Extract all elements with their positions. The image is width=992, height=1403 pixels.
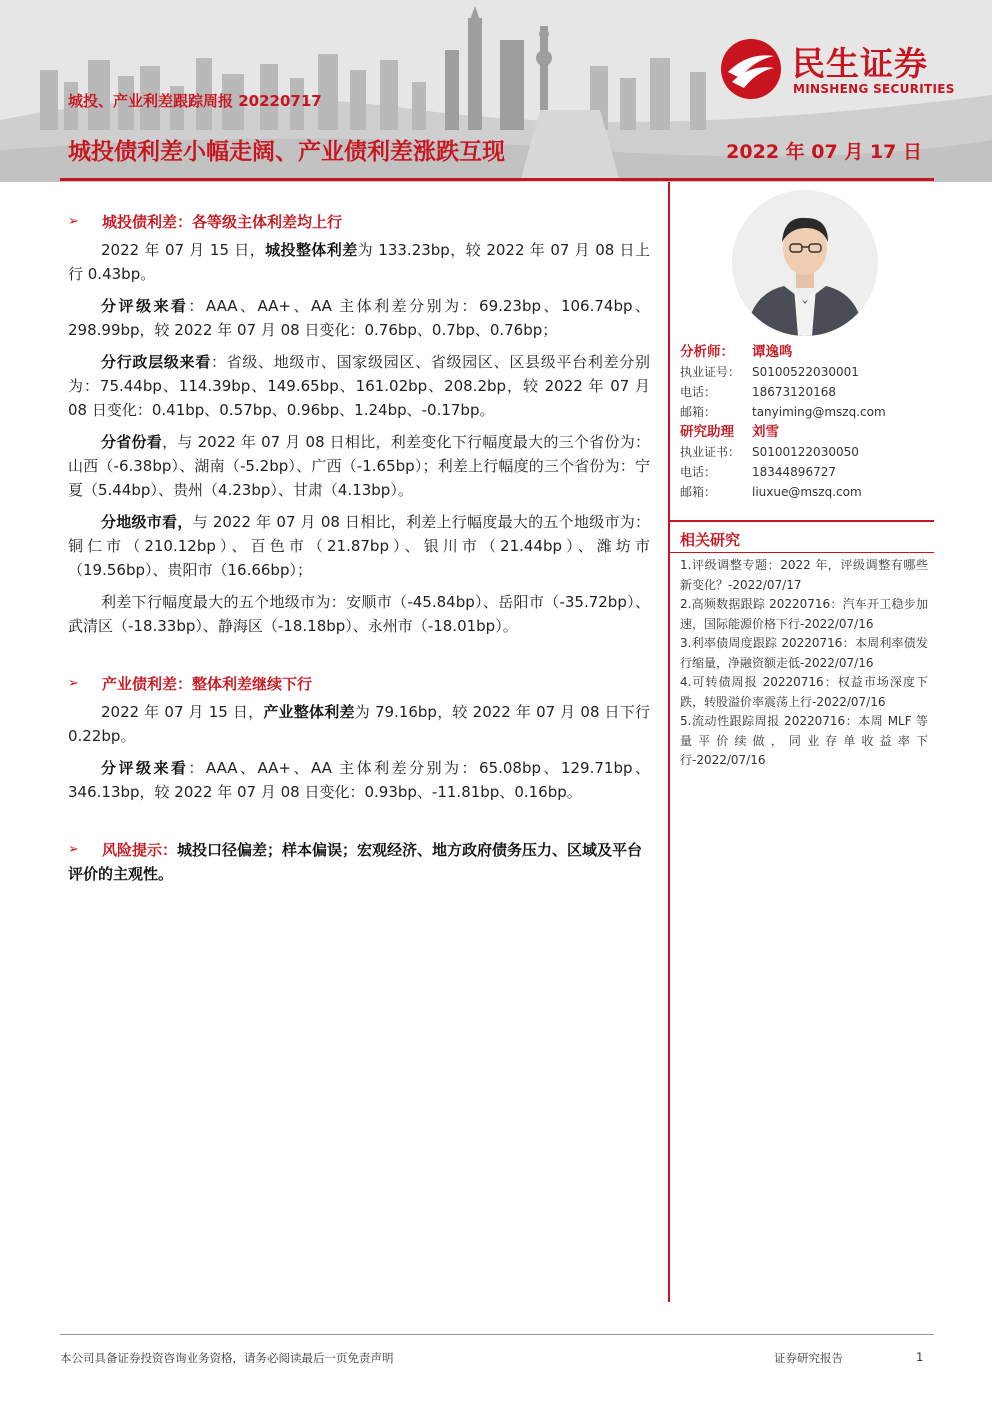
footer-disclaimer: 本公司具备证券投资咨询业务资格，请务必阅读最后一页免责声明: [60, 1351, 394, 1365]
risk-text: 城投口径偏差；样本偏误；宏观经济、地方政府债务压力、区域及平台评价的主观性。: [68, 841, 643, 883]
section-heading-chengtou: ➢ 城投债利差：各等级主体利差均上行: [68, 210, 650, 234]
related-research-item[interactable]: 5.流动性跟踪周报 20220716：本周 MLF 等量平价续做，同业存单收益率下行-2022/07/16: [680, 714, 928, 767]
paragraph: 分评级来看：AAA、AA+、AA 主体利差分别为：65.08bp、129.71bp、346.13bp，较 2022 年 07 月 08 日变化：0.93bp、-11.81bp、0.16bp。: [68, 759, 650, 801]
related-research-item[interactable]: 3.利率债周度跟踪 20220716：本周利率债发行缩量，净融资额走低-2022/07/16: [680, 636, 928, 670]
avatar-photo-icon: [732, 190, 878, 336]
footer-report-type: 证券研究报告: [774, 1351, 843, 1365]
section-heading-chanye: ➢ 产业债利差：整体利差继续下行: [68, 672, 650, 696]
related-research-title: 相关研究: [680, 531, 741, 549]
analyst-2-email[interactable]: 邮箱： liuxue@mszq.com: [680, 485, 862, 499]
analyst-1-license: 执业证号： S0100522030001: [680, 365, 859, 379]
analyst-1-title: 分析师： 谭逸鸣: [680, 344, 793, 360]
main-content: [68, 210, 650, 886]
logo-mark-icon: [720, 38, 782, 100]
analyst-1-email[interactable]: 邮箱： tanyiming@mszq.com: [680, 405, 886, 419]
header-divider: [60, 178, 934, 181]
related-research-item[interactable]: 1.评级调整专题：2022 年，评级调整有哪些新变化？-2022/07/17: [680, 558, 928, 592]
analyst-1-name: 谭逸鸣: [752, 344, 793, 360]
paragraph: 分地级市看，与 2022 年 07 月 08 日相比，利差上行幅度最大的五个地级市为：铜仁市（210.12bp）、百色市（21.87bp）、银川市（21.44bp）、潍坊市（19.56bp）、贵阳市（16.66bp）；: [68, 513, 650, 579]
report-title: 城投债利差小幅走阔、产业债利差涨跌互现: [68, 139, 505, 165]
analyst-2-phone: 电话： 18344896727: [680, 465, 836, 479]
sidebar-divider: [670, 520, 934, 522]
related-research-list: [680, 556, 928, 771]
related-research-item[interactable]: 2.高频数据跟踪 20220716：汽车开工稳步加速，国际能源价格下行-2022/07/16: [680, 597, 928, 631]
analyst-2-license: 执业证书： S0100122030050: [680, 445, 859, 459]
report-series: 城投、产业利差跟踪周报 20220717: [68, 92, 322, 110]
sidebar-divider: [670, 552, 934, 553]
analyst-2-title: 研究助理 刘雪: [680, 424, 779, 440]
arrow-bullet-icon: ➢: [68, 676, 79, 691]
report-date: 2022 年 07 月 17 日: [726, 141, 922, 163]
related-research-item[interactable]: 4.可转债周报 20220716：权益市场深度下跌，转股溢价率震荡上行-2022/07/16: [680, 675, 928, 709]
arrow-bullet-icon: ➢: [68, 842, 79, 857]
risk-warning: [68, 838, 650, 886]
paragraph: 利差下行幅度最大的五个地级市为：安顺市（-45.84bp）、岳阳市（-35.72bp）、武清区（-18.33bp）、静海区（-18.18bp）、永州市（-18.01bp）。: [68, 593, 650, 635]
paragraph: 2022 年 07 月 15 日，产业整体利差为 79.16bp，较 2022 年 07 月 08 日下行 0.22bp。: [68, 703, 650, 745]
column-divider: [668, 182, 670, 1302]
minsheng-logo: [720, 38, 965, 104]
logo-text-cn: 民生证券: [792, 44, 928, 83]
arrow-bullet-icon: ➢: [68, 214, 79, 229]
analyst-1-phone: 电话： 18673120168: [680, 385, 836, 399]
paragraph: 分评级来看：AAA、AA+、AA 主体利差分别为：69.23bp、106.74bp、298.99bp，较 2022 年 07 月 08 日变化：0.76bp、0.7bp、0.76bp；: [68, 297, 650, 339]
analyst-2-name: 刘雪: [752, 424, 779, 440]
paragraph: 分省份看，与 2022 年 07 月 08 日相比，利差变化下行幅度最大的三个省份为：山西（-6.38bp）、湖南（-5.2bp）、广西（-1.65bp）；利差上行幅度的三个省份为：宁夏（5.44bp）、贵州（4.23bp）、甘肃（4.13bp）。: [68, 433, 650, 499]
report-header: [0, 0, 992, 182]
paragraph: 分行政层级来看：省级、地级市、国家级园区、省级园区、区县级平台利差分别为：75.44bp、114.39bp、149.65bp、161.02bp、208.2bp，较 2022 年 07 月 08 日变化：0.41bp、0.57bp、0.96bp、1.24bp、-0.17bp。: [68, 353, 650, 419]
analyst-info: [680, 342, 934, 502]
page-number: 1: [916, 1350, 924, 1364]
paragraph: 2022 年 07 月 15 日，城投整体利差为 133.23bp，较 2022 年 07 月 08 日上行 0.43bp。: [68, 241, 650, 283]
logo-text-en: MINSHENG SECURITIES: [793, 82, 955, 96]
analyst-avatar: [732, 190, 878, 336]
footer-divider: [60, 1334, 934, 1335]
risk-label: 风险提示：: [102, 841, 178, 859]
